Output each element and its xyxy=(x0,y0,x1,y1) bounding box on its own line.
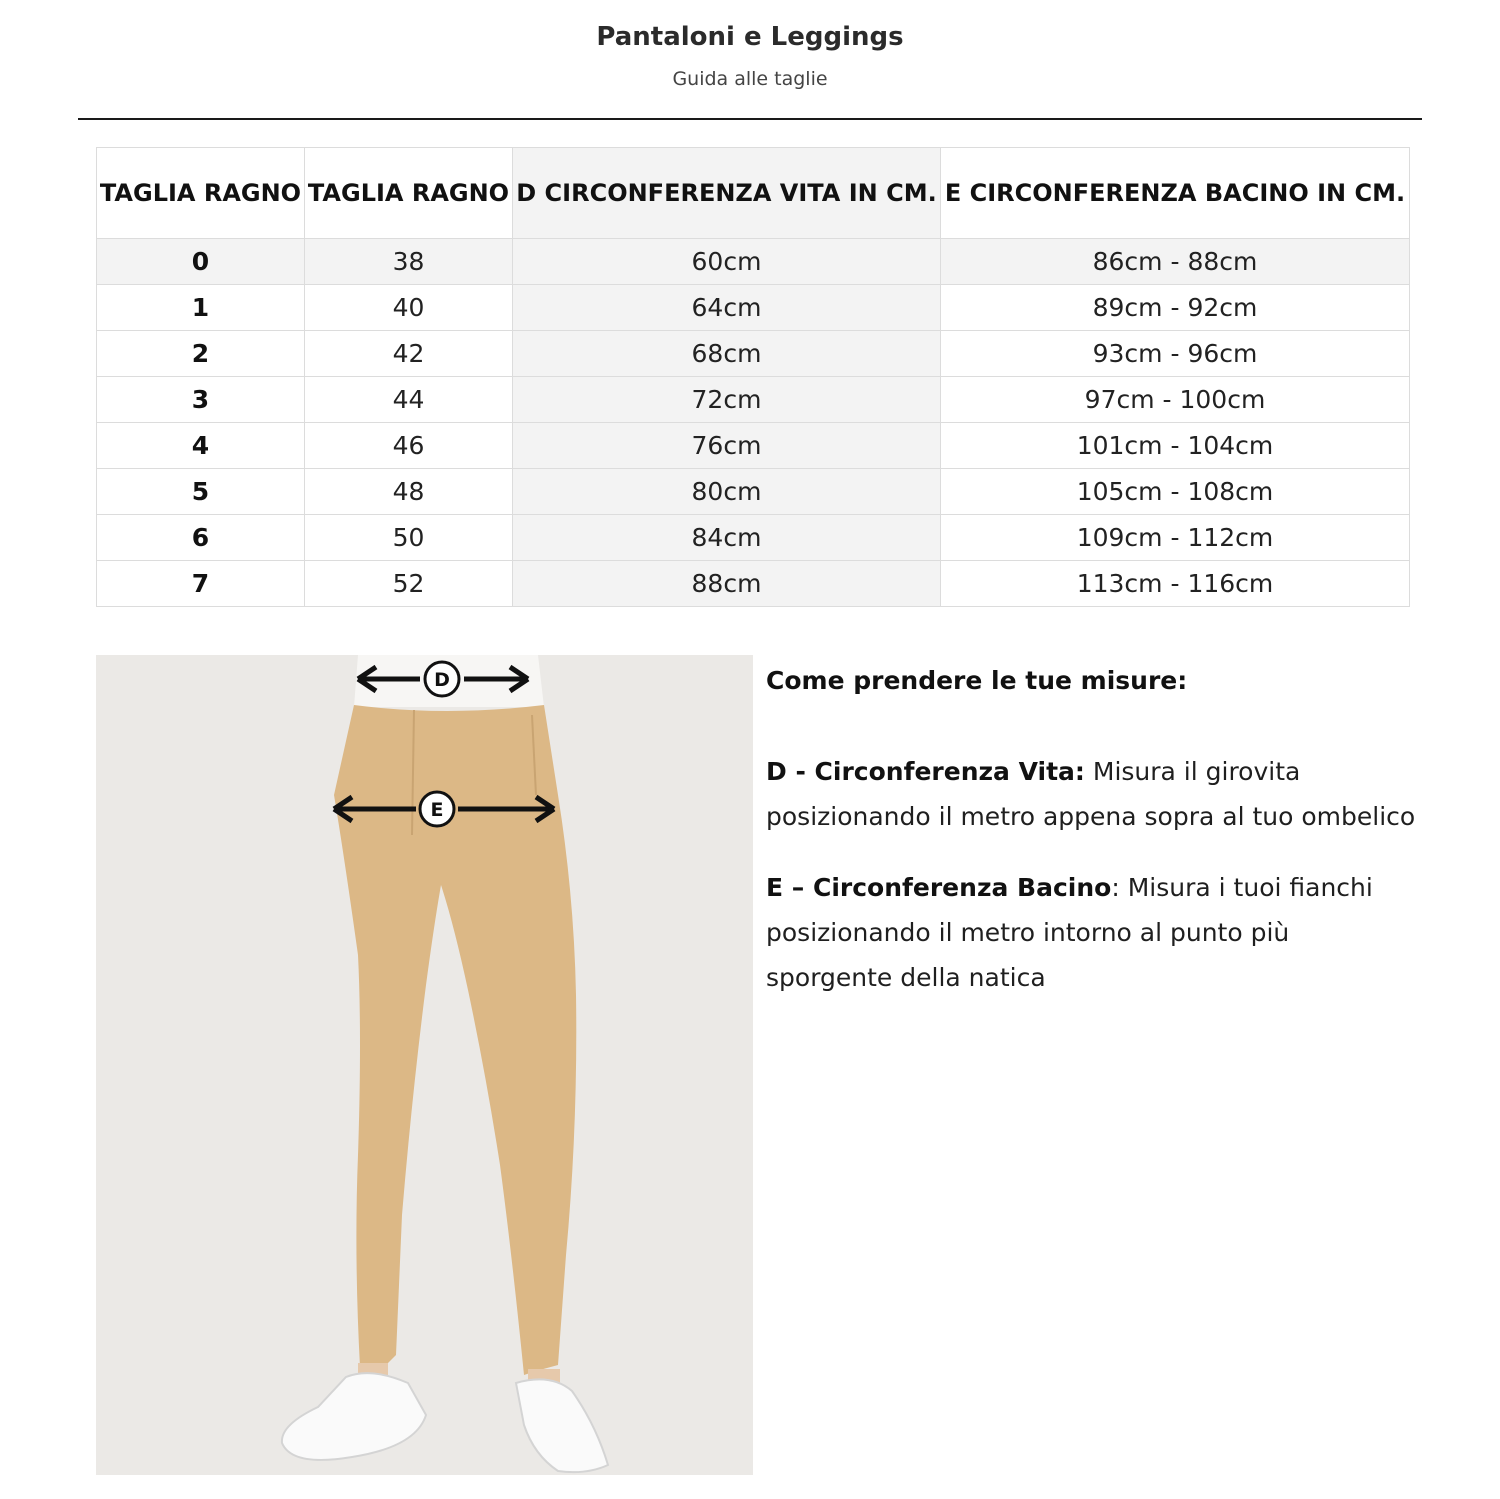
hip-instruction-text: : Misura i tuoi fianchi posizionando il metro intorno al punto più sporgente della natica xyxy=(766,873,1373,992)
size-table xyxy=(96,147,1410,607)
table-row xyxy=(97,561,1410,607)
cell-waist: 64cm xyxy=(513,285,941,331)
cell-size: 0 xyxy=(97,239,305,285)
col-header-hip: E CIRCONFERENZA BACINO IN CM. xyxy=(941,148,1410,239)
table-row xyxy=(97,515,1410,561)
table-row xyxy=(97,423,1410,469)
hip-instruction xyxy=(766,865,1416,1000)
page-title: Pantaloni e Leggings xyxy=(596,22,904,52)
hip-marker-label: E xyxy=(430,799,444,821)
waist-instruction-text: Misura il girovita posizionando il metro appena sopra al tuo ombelico xyxy=(766,757,1416,831)
col-header-size-it: TAGLIA RAGNO xyxy=(305,148,513,239)
cell-hip: 109cm - 112cm xyxy=(941,515,1410,561)
page-subtitle: Guida alle taglie xyxy=(672,68,828,90)
cell-waist: 88cm xyxy=(513,561,941,607)
cell-size-it: 48 xyxy=(305,469,513,515)
cell-size-it: 52 xyxy=(305,561,513,607)
hip-instruction-label: E – Circonferenza Bacino xyxy=(766,873,1112,902)
table-row xyxy=(97,469,1410,515)
cell-size-it: 44 xyxy=(305,377,513,423)
table-row xyxy=(97,377,1410,423)
cell-waist: 80cm xyxy=(513,469,941,515)
waist-instruction-label: D - Circonferenza Vita: xyxy=(766,757,1085,786)
cell-hip: 101cm - 104cm xyxy=(941,423,1410,469)
cell-waist: 84cm xyxy=(513,515,941,561)
cell-size-it: 50 xyxy=(305,515,513,561)
instructions-heading: Come prendere le tue misure: xyxy=(766,666,1188,695)
cell-size: 2 xyxy=(97,331,305,377)
cell-hip: 97cm - 100cm xyxy=(941,377,1410,423)
table-row xyxy=(97,285,1410,331)
measure-instructions xyxy=(766,658,1416,1026)
table-header-row xyxy=(97,148,1410,239)
col-header-waist: D CIRCONFERENZA VITA IN CM. xyxy=(513,148,941,239)
cell-size: 7 xyxy=(97,561,305,607)
cell-waist: 76cm xyxy=(513,423,941,469)
cell-size-it: 46 xyxy=(305,423,513,469)
cell-waist: 68cm xyxy=(513,331,941,377)
col-header-size: TAGLIA RAGNO xyxy=(97,148,305,239)
cell-size-it: 40 xyxy=(305,285,513,331)
cell-size-it: 38 xyxy=(305,239,513,285)
cell-size: 5 xyxy=(97,469,305,515)
cell-waist: 60cm xyxy=(513,239,941,285)
cell-size-it: 42 xyxy=(305,331,513,377)
cell-hip: 86cm - 88cm xyxy=(941,239,1410,285)
cell-hip: 93cm - 96cm xyxy=(941,331,1410,377)
table-row xyxy=(97,239,1410,285)
cell-size: 4 xyxy=(97,423,305,469)
waist-instruction xyxy=(766,749,1416,839)
waist-marker-label: D xyxy=(434,669,450,691)
header-divider xyxy=(78,118,1422,120)
cell-hip: 105cm - 108cm xyxy=(941,469,1410,515)
pants-illustration xyxy=(96,655,753,1475)
cell-hip: 113cm - 116cm xyxy=(941,561,1410,607)
model-photo xyxy=(96,655,753,1475)
cell-size: 3 xyxy=(97,377,305,423)
cell-size: 6 xyxy=(97,515,305,561)
cell-size: 1 xyxy=(97,285,305,331)
cell-waist: 72cm xyxy=(513,377,941,423)
table-row xyxy=(97,331,1410,377)
cell-hip: 89cm - 92cm xyxy=(941,285,1410,331)
